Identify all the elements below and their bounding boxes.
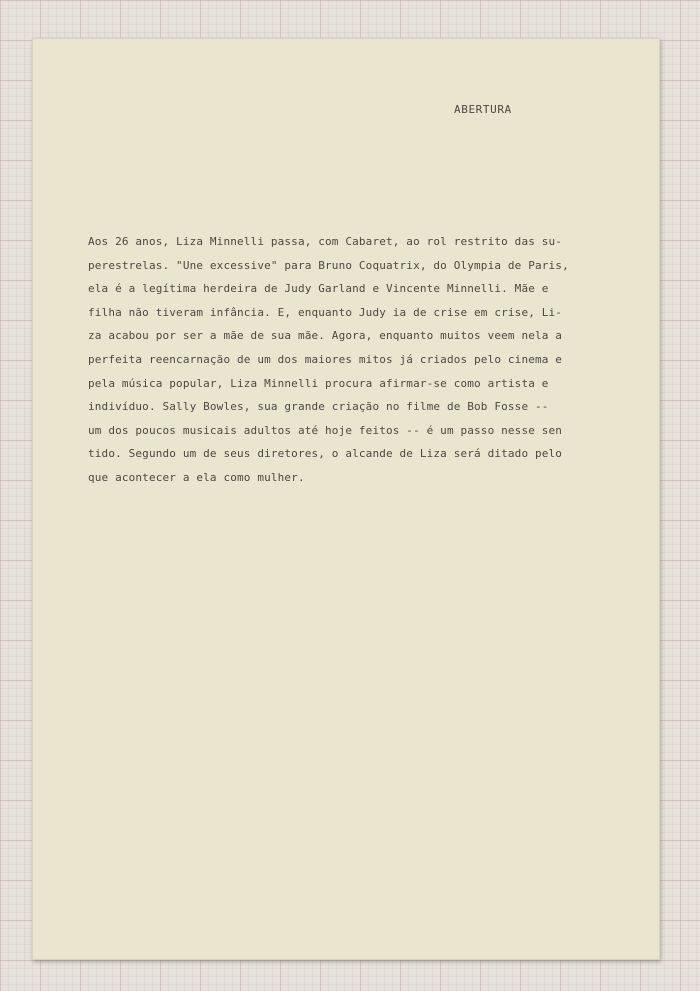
text-line: filha não tiveram infância. E, enquanto Judy ia de crise em crise, Li- xyxy=(88,305,563,319)
document-title: ABERTURA xyxy=(454,103,512,116)
text-line: que acontecer a ela como mulher. xyxy=(88,470,305,484)
text-line: za acabou por ser a mãe de sua mãe. Agora, enquanto muitos veem nela a xyxy=(88,329,563,343)
text-line: um dos poucos musicais adultos até hoje feitos -- é um passo nesse sen xyxy=(88,423,563,437)
text-line: tido. Segundo um de seus diretores, o alcande de Liza será ditado pelo xyxy=(88,447,563,461)
text-line: Aos 26 anos, Liza Minnelli passa, com Cabaret, ao rol restrito das su- xyxy=(88,235,563,248)
text-line: ela é a legítima herdeira de Judy Garland e Vincente Minnelli. Mãe e xyxy=(88,282,549,296)
text-line: perfeita reencarnação de um dos maiores mitos já criados pelo cinema e xyxy=(88,352,563,366)
text-line: perestrelas. "Une excessive" para Bruno Coquatrix, do Olympia de Paris, xyxy=(88,258,569,272)
text-line: indivíduo. Sally Bowles, sua grande criação no filme de Bob Fosse -- xyxy=(88,400,549,414)
text-line: pela música popular, Liza Minnelli procura afirmar-se como artista e xyxy=(88,376,549,390)
body-paragraph xyxy=(88,230,628,490)
typewritten-page xyxy=(32,38,660,960)
